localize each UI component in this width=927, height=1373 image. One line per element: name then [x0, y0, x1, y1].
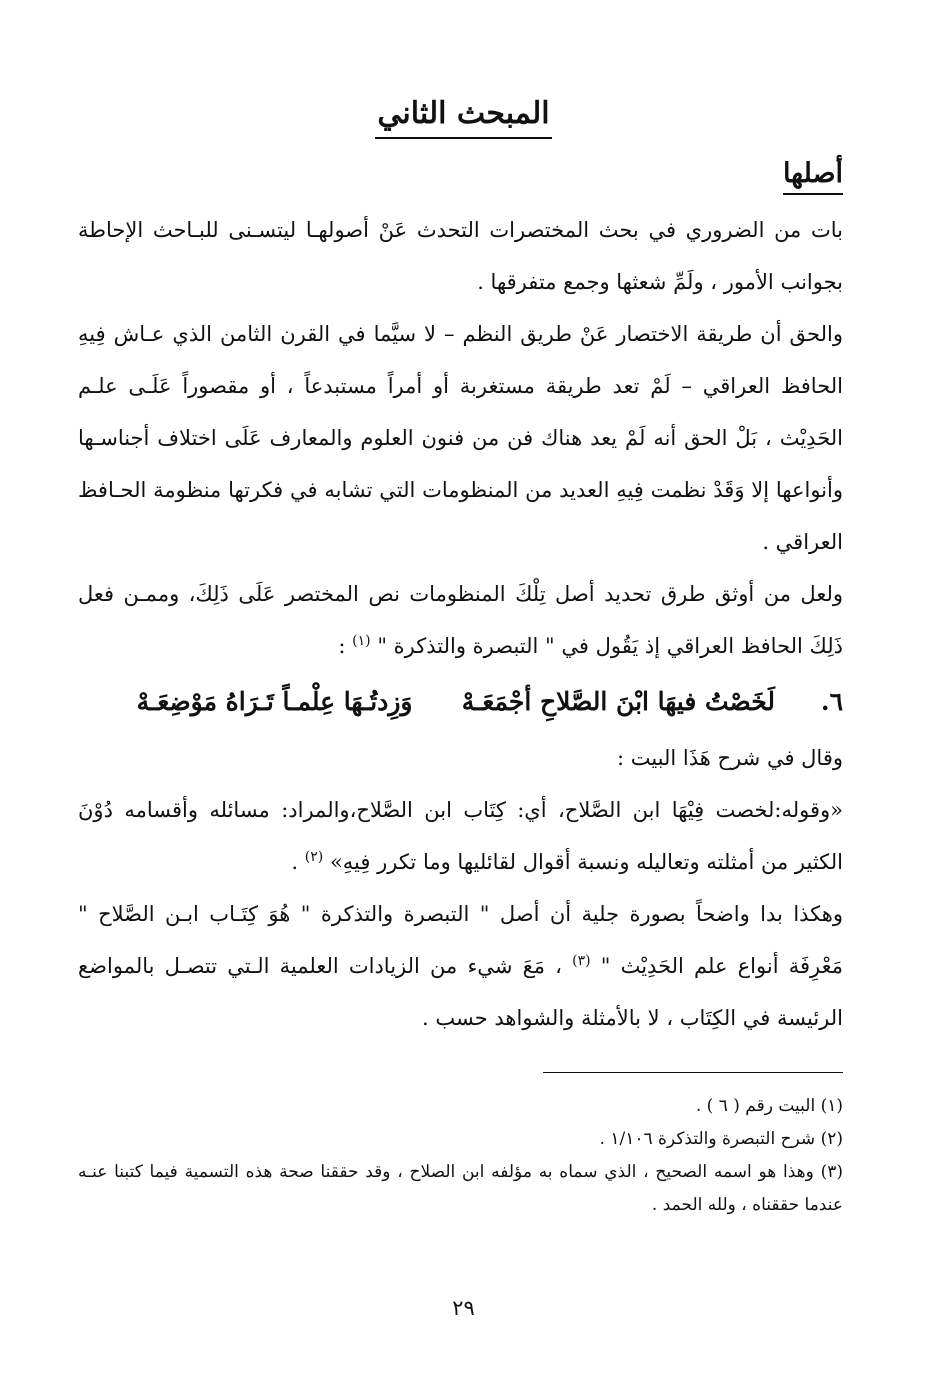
paragraph-5-text: «وقوله:لخصت فِيْهَا ابن الصَّلاح، أي: كِتَاب ابن الصَّلاح،والمراد: مسائله وأقسامه دُوْنَ الكثير من أمثلته وتعاليله ونسبة أقوال لقائليها وما تكرر فِيهِ» — [78, 798, 843, 874]
verse-second-hemistich: وَزِدتُـهَا عِلْمـاً تَـرَاهُ مَوْضِعَـهْ — [136, 687, 413, 716]
paragraph-5-end: . — [291, 850, 299, 874]
footnote-divider — [543, 1072, 843, 1073]
paragraph-3-end: : — [338, 634, 346, 658]
paragraph-4: وقال في شرح هَذَا البيت : — [616, 746, 843, 770]
paragraph-6-text-a: وهكذا بدا واضحاً بصورة جلية أن أصل " التبصرة والتذكرة " هُوَ كِتَـاب ابـن الصَّلاح " مَعْرِفَة أنواع علم الحَدِيْث " — [78, 902, 843, 978]
verse-line — [78, 674, 843, 730]
footnote-ref-3: (٣) — [572, 953, 591, 969]
footnote-2: (٢) شرح التبصرة والتذكرة ١/١٠٦ . — [599, 1129, 843, 1149]
footnote-1: (١) البيت رقم ( ٦ ) . — [695, 1096, 843, 1116]
footnote-ref-1: (١) — [352, 633, 371, 649]
chapter-title — [0, 96, 927, 139]
paragraph-1: بات من الضروري في بحث المختصرات التحدث عَنْ أصولهـا ليتسـنى للبـاحث الإحاطة بجوانب الأمور ، ولَمِّ شعثها وجمع متفرقها . — [78, 218, 843, 294]
section-title: أصلها — [783, 158, 843, 195]
paragraph-3-text: ولعل من أوثق طرق تحديد أصل تِلْكَ المنظومات نص المختصر عَلَى ذَلِكَ، وممـن فعل ذَلِكَ الحافظ العراقي إذ يَقُول في " التبصرة والتذكرة " — [78, 582, 843, 658]
paragraph-3 — [78, 568, 843, 672]
footnote-ref-2: (٢) — [304, 849, 324, 865]
verse-first-hemistich: لَخَصْتُ فيهَا ابْنَ الصَّلاحِ أجْمَعَـهْ — [461, 687, 775, 716]
paragraph-6-text-b: ، مَعَ شيء من الزيادات العلمية الـتي تتصـل بالمواضع الرئيسة في الكِتَاب ، لا بالأمثلة والشواهد حسب . — [78, 954, 843, 1030]
body-text — [78, 204, 843, 1044]
paragraph-6 — [78, 888, 843, 1044]
chapter-title-text: المبحث الثاني — [375, 96, 551, 139]
footnote-3: (٣) وهذا هو اسمه الصحيح ، الذي سماه به مؤلفه ابن الصلاح ، وقد حققنا صحة هذه التسمية فيما كتبنا عنـه عندما حققناه ، ولله الحمد . — [78, 1162, 843, 1215]
page-number: ٢٩ — [452, 1296, 475, 1320]
footnotes — [78, 1090, 843, 1222]
verse-number: ٦. — [820, 687, 843, 716]
paragraph-5 — [78, 784, 843, 888]
paragraph-2: والحق أن طريقة الاختصار عَنْ طريق النظم – لا سيَّما في القرن الثامن الذي عـاش فِيهِ الحافظ العراقي – لَمْ تعد طريقة مستغربة أو أمراً مستبدعاً ، أو مقصوراً عَلَـى علـم الحَدِيْث ، بَلْ الحق أنه لَمْ يعد هناك فن من فنون العلوم والمعارف عَلَى اختلاف أجناسـها وأنواعها إلا وَقَدْ نظمت فِيهِ العديد من المنظومات التي تشابه في فكرتها منظومة الحـافظ العراقي . — [78, 322, 843, 554]
